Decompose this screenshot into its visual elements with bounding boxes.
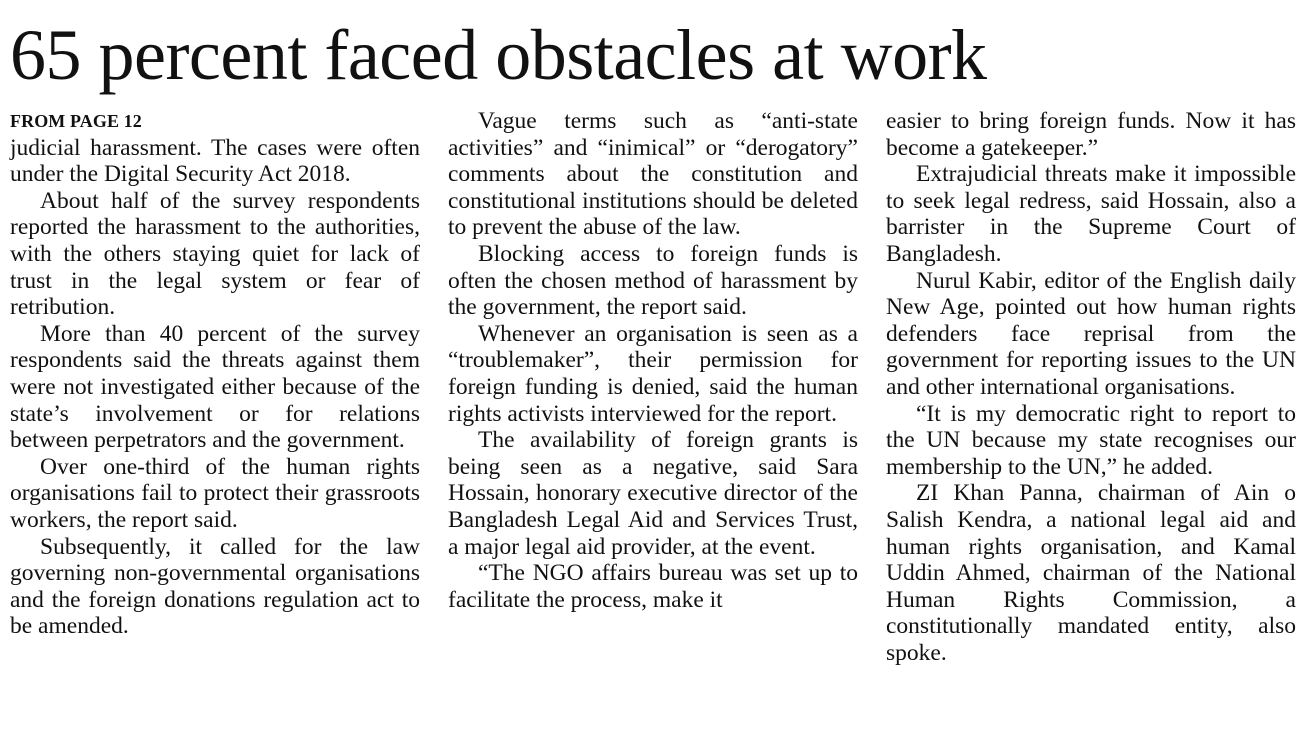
paragraph: Whenever an organisation is seen as a “troublemaker”, their permission for foreign funding is denied, said the human rights activists interviewed for the report. — [448, 320, 858, 427]
paragraph: ZI Khan Panna, chairman of Ain o Salish Kendra, a national legal aid and human rights organisation, and Kamal Uddin Ahmed, chairman of the National Human Rights Commission, a constitutionally mandated entity, also spoke. — [886, 480, 1296, 666]
paragraph: judicial harassment. The cases were often under the Digital Security Act 2018. — [10, 134, 420, 188]
paragraph: Blocking access to foreign funds is often the chosen method of harassment by the government, the report said. — [448, 240, 858, 321]
paragraph: Vague terms such as “anti-state activities” and “inimical” or “derogatory” comments about the constitution and constitutional institutions should be deleted to prevent the abuse of the law. — [448, 108, 858, 241]
article-column-1 — [10, 108, 420, 640]
paragraph: About half of the survey respondents reported the harassment to the authorities, with the others staying quiet for lack of trust in the legal system or fear of retribution. — [10, 187, 420, 321]
headline: 65 percent faced obstacles at work — [10, 15, 987, 95]
paragraph: Extrajudicial threats make it impossible to seek legal redress, said Hossain, also a barrister in the Supreme Court of Bangladesh. — [886, 161, 1296, 267]
paragraph: “It is my democratic right to report to the UN because my state recognises our membership to the UN,” he added. — [886, 400, 1296, 480]
article-column-3 — [886, 108, 1296, 666]
article-column-2 — [448, 108, 858, 613]
paragraph: More than 40 percent of the survey respondents said the threats against them were not investigated either because of the state’s involvement or for relations between perpetrators and the government. — [10, 320, 420, 454]
paragraph: Nurul Kabir, editor of the English daily New Age, pointed out how human rights defenders face reprisal from the government for reporting issues to the UN and other international organisations. — [886, 267, 1296, 400]
paragraph: easier to bring foreign funds. Now it has become a gatekeeper.” — [886, 108, 1296, 161]
paragraph: “The NGO affairs bureau was set up to facilitate the process, make it — [448, 560, 858, 613]
paragraph: Over one-third of the human rights organisations fail to protect their grassroots workers, the report said. — [10, 453, 420, 533]
continued-from-kicker: FROM PAGE 12 — [10, 111, 142, 131]
paragraph: The availability of foreign grants is being seen as a negative, said Sara Hossain, honorary executive director of the Bangladesh Legal Aid and Services Trust, a major legal aid provider, at the event. — [448, 427, 858, 560]
paragraph: Subsequently, it called for the law governing non-governmental organisations and the foreign donations regulation act to be amended. — [10, 533, 420, 640]
